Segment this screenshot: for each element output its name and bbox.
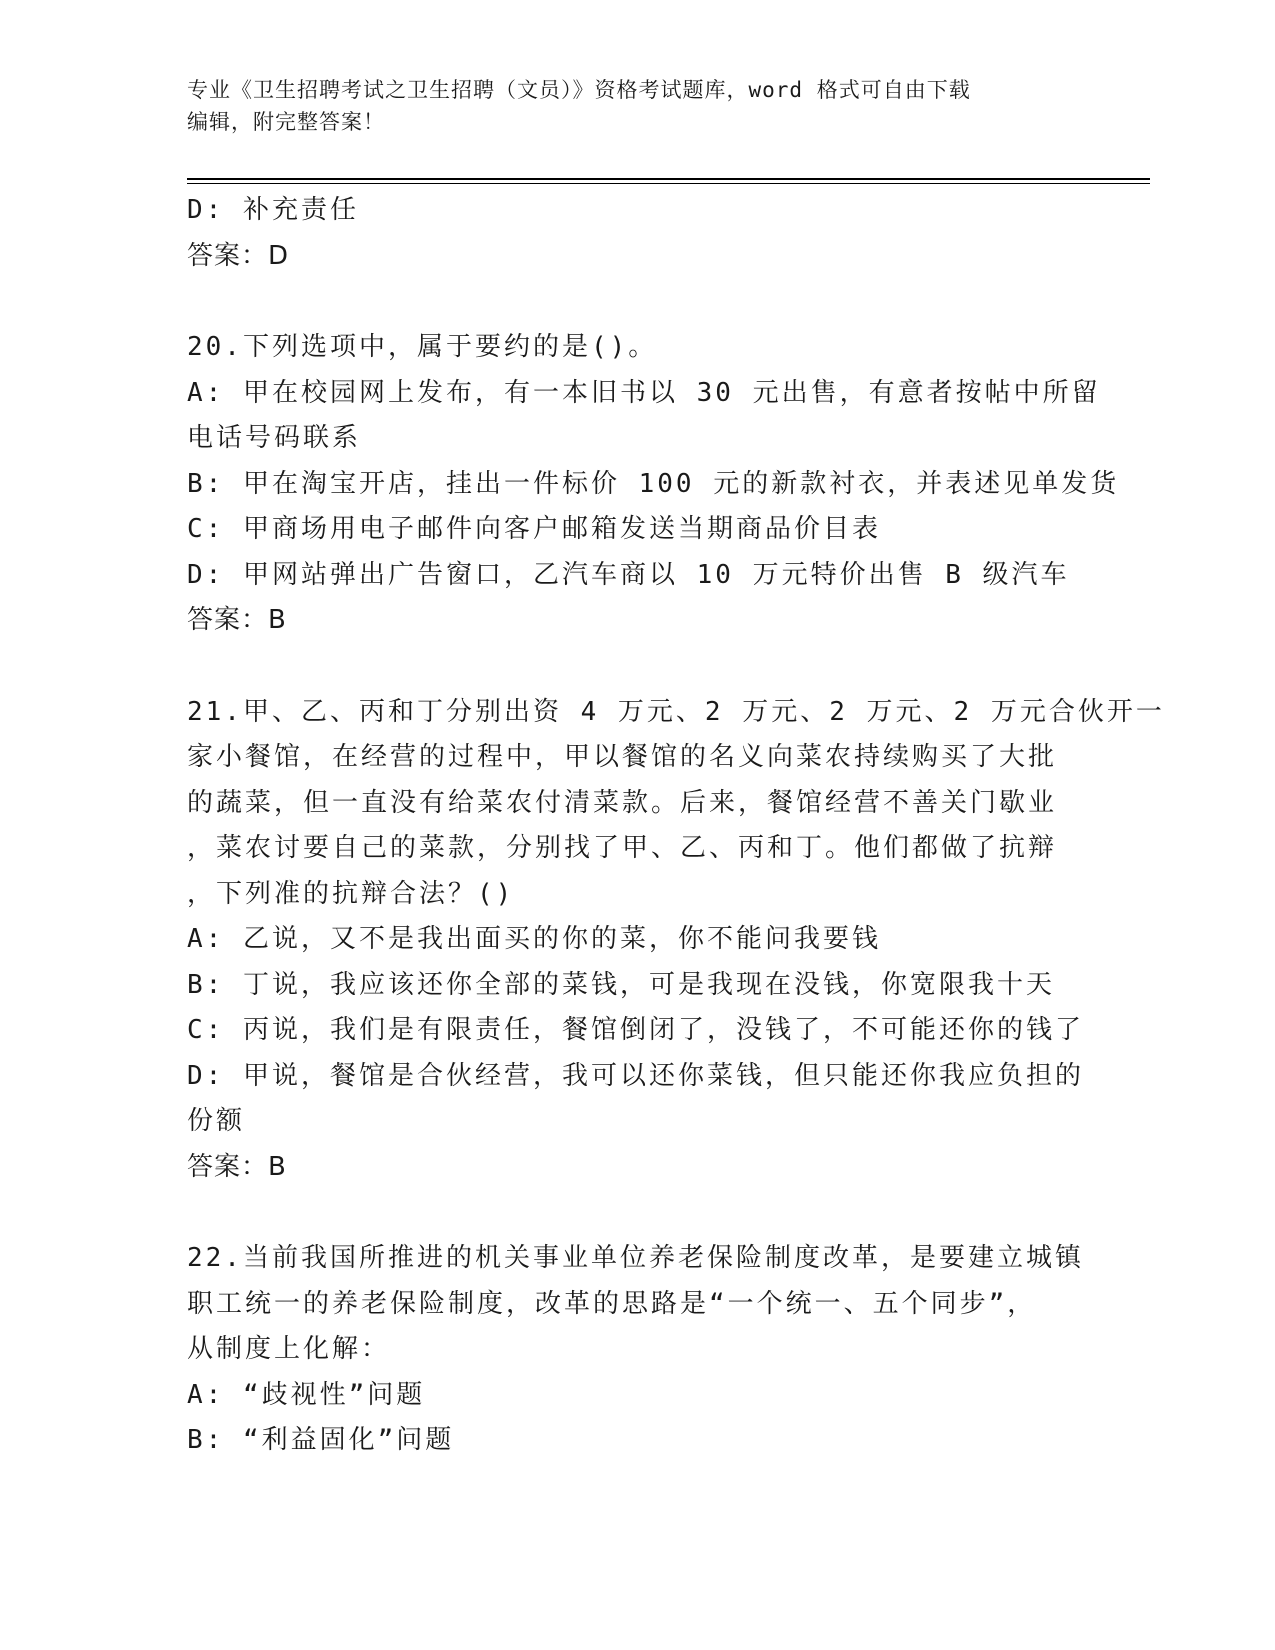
q21-option-d-cont: 份额 (187, 1106, 246, 1136)
q21-option-a: A: 乙说，又不是我出面买的你的菜，你不能问我要钱 (187, 924, 881, 954)
page-header (187, 74, 1077, 138)
question-content (187, 188, 1165, 1464)
q21-stem-line-1: 21.甲、乙、丙和丁分别出资 4 万元、2 万元、2 万元、2 万元合伙开一 (187, 696, 1165, 727)
q20-option-c: C: 甲商场用电子邮件向客户邮箱发送当期商品价目表 (187, 514, 881, 544)
header-line-1: 专业《卫生招聘考试之卫生招聘（文员）》资格考试题库，word 格式可自由下载 (187, 78, 971, 102)
q21-answer: 答案：B (187, 1151, 287, 1182)
q20-option-b: B: 甲在淘宝开店，挂出一件标价 100 元的新款衬衣，并表述见单发货 (187, 468, 1120, 499)
q22-stem-line-1: 22.当前我国所推进的机关事业单位养老保险制度改革，是要建立城镇 (187, 1243, 1084, 1273)
q19-option-d: D: 补充责任 (187, 195, 359, 225)
q21-stem-line-3: 的蔬菜，但一直没有给菜农付清菜款。后来，餐馆经营不善关门歇业 (187, 787, 1058, 818)
q20-option-a: A: 甲在校园网上发布，有一本旧书以 30 元出售，有意者按帖中所留 (187, 377, 1101, 408)
q21-stem-line-5: ，下列准的抗辩合法？() (187, 878, 515, 909)
header-rule-thick (187, 178, 1150, 180)
spacer (187, 1190, 1087, 1236)
q22-stem-line-2: 职工统一的养老保险制度，改革的思路是“一个统一、五个同步”， (187, 1288, 1037, 1319)
q22-stem-line-3: 从制度上化解： (187, 1334, 391, 1364)
q21-option-b: B: 丁说，我应该还你全部的菜钱，可是我现在没钱，你宽限我十天 (187, 969, 1055, 1000)
q20-option-d: D: 甲网站弹出广告窗口，乙汽车商以 10 万元特价出售 B 级汽车 (187, 559, 1070, 590)
q22-option-b: B: “利益固化”问题 (187, 1425, 455, 1455)
q20-stem: 20.下列选项中，属于要约的是()。 (187, 332, 658, 362)
q21-option-c: C: 丙说，我们是有限责任，餐馆倒闭了，没钱了，不可能还你的钱了 (187, 1015, 1084, 1045)
q21-option-d: D: 甲说，餐馆是合伙经营，我可以还你菜钱，但只能还你我应负担的 (187, 1060, 1084, 1091)
q21-stem-line-2: 家小餐馆，在经营的过程中，甲以餐馆的名义向菜农持续购买了大批 (187, 742, 1058, 772)
q21-stem-line-4: ，菜农讨要自己的菜款，分别找了甲、乙、丙和丁。他们都做了抗辩 (187, 833, 1058, 863)
q19-answer: 答案：D (187, 240, 290, 271)
q20-answer: 答案：B (187, 605, 287, 635)
q20-option-a-cont: 电话号码联系 (187, 423, 362, 453)
spacer (187, 644, 1087, 690)
spacer (187, 279, 1087, 325)
header-line-2: 编辑，附完整答案！ (187, 110, 385, 134)
q22-option-a: A: “歧视性”问题 (187, 1379, 426, 1410)
header-rule-thin (187, 183, 1150, 184)
